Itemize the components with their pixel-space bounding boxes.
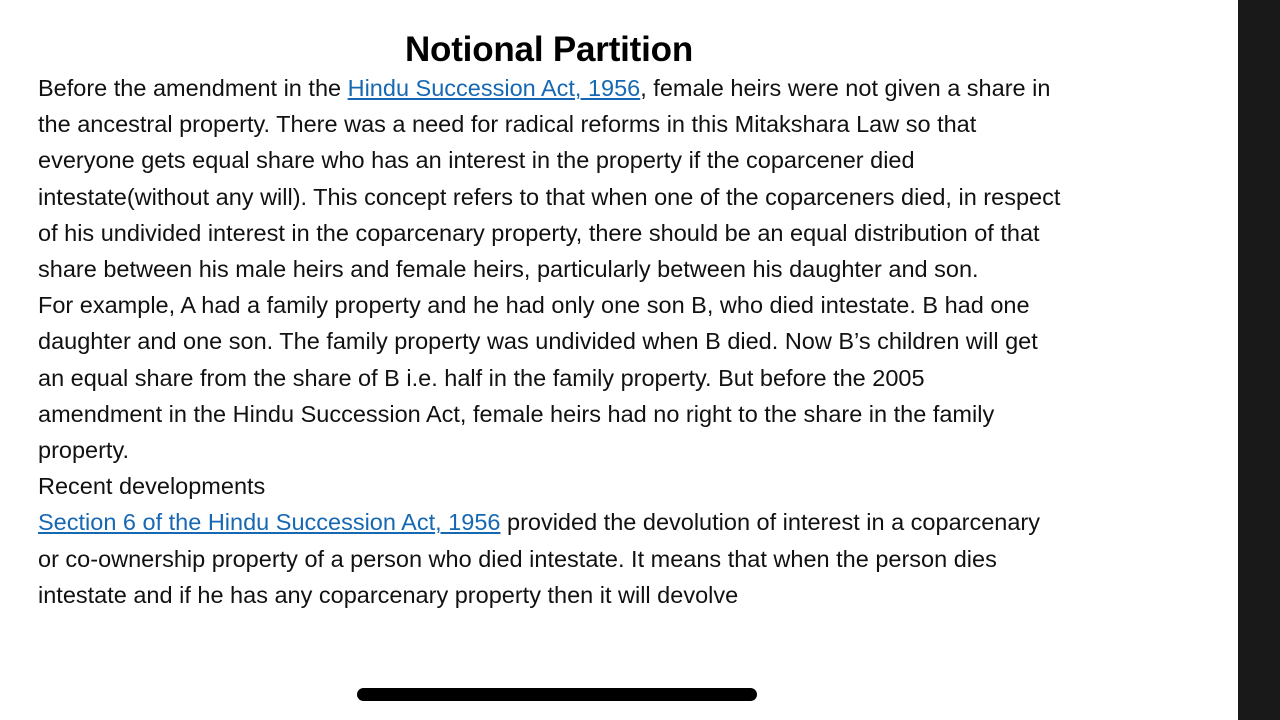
link-hindu-succession-act-1956[interactable]: Hindu Succession Act, 1956 xyxy=(347,75,641,101)
paragraph-section-6-text: provided the devolution of interest in a coparcenary or co-ownership property of a person who died intestate. It means that when the person dies intestate and if he has any coparcenary property then it will devolve xyxy=(38,509,1040,608)
document-content-column xyxy=(38,0,1078,613)
paragraph-section-6 xyxy=(38,504,1050,613)
paragraph-example: For example, A had a family property and he had only one son B, who died intestate. B had one daughter and one son. The family property was undivided when B died. Now B’s children will get an equal share from the share of B i.e. half in the family property. But before the 2005 amendment in the Hindu Succession Act, female heirs had no right to the share in the family property. xyxy=(38,292,1038,464)
page-title: Notional Partition xyxy=(404,30,694,69)
horizontal-scrollbar-thumb[interactable] xyxy=(357,688,757,701)
right-gutter-strip xyxy=(1238,0,1280,720)
paragraph-intro xyxy=(38,70,1070,287)
link-section-6-hindu-succession-act-1956[interactable]: Section 6 of the Hindu Succession Act, 1956 xyxy=(38,509,501,536)
paragraph-intro-text-1: Before the amendment in the xyxy=(38,75,348,101)
paragraph-intro-text-2: , female heirs were not given a share in the ancestral property. There was a need for radical reforms in this Mitakshara Law so that everyone gets equal share who has an interest in the property if the coparcener died intestate(without any will). This concept refers to that when one of the coparceners died, in respect of his undivided interest in the coparcenary property, there should be an equal distribution of that share between his male heirs and female heirs, particularly between his daughter and son. xyxy=(38,75,1061,283)
section-heading-recent-developments: Recent developments xyxy=(38,473,266,500)
